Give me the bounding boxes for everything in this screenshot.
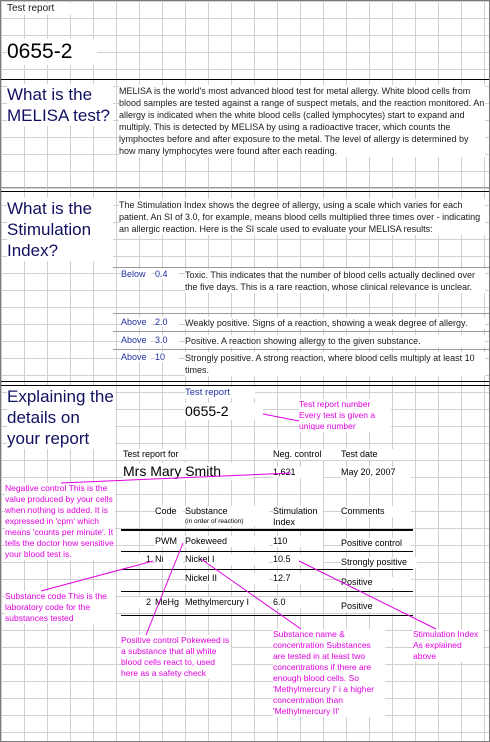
- divider: [1, 191, 489, 192]
- row-number: 2: [139, 597, 151, 608]
- annotation-stimulation-index: Stimulation Index As explained above: [413, 629, 483, 662]
- scale-description: Positive. A reaction showing allergy to the given substance.: [185, 335, 485, 347]
- si-body: The Stimulation Index shows the degree of allergy, using a scale which varies for each patient. An SI of 3.0, for example, means blood cells multiplied three times over - indicating an allergic reaction. Here is the SI scale used to evaluate your MELISA results:: [119, 199, 485, 235]
- divider: [1, 187, 489, 188]
- row-rule: [121, 551, 413, 552]
- scale-direction: Above: [121, 352, 151, 362]
- melisa-heading: What is the MELISA test?: [7, 84, 113, 126]
- neg-control-label: Neg. control: [273, 449, 337, 460]
- row-code: PWM: [155, 536, 183, 547]
- patient-name: Mrs Mary Smith: [123, 463, 253, 480]
- annotation-substance-code: Substance code This is the laboratory code for the substances tested: [5, 591, 115, 624]
- test-date-label: Test date: [341, 449, 401, 460]
- divider: [113, 331, 489, 332]
- row-substance: Nickel I: [185, 554, 269, 565]
- melisa-body: MELISA is the world's most advanced blood test for metal allergy. White blood cells from blood samples are tested against a range of suspect metals, and the reaction monitored. An allergy is indicated when the white blood cells (called lymphocytes) start to expand and multiply. This is detected by MELISA by using a radioactive tracer, which counts the lymphoctes before and after exposure to the metal. The level of allergy is determined by how many lymphocytes were found after each reading.: [119, 86, 485, 156]
- table-header-rule: [121, 529, 413, 531]
- col-code: Code: [155, 506, 183, 517]
- row-rule: [121, 591, 413, 592]
- row-si: 10.5: [273, 554, 323, 565]
- explain-test-report-number: 0655-2: [185, 403, 263, 420]
- row-si: 6.0: [273, 597, 323, 608]
- row-rule: [121, 569, 413, 570]
- scale-value: 3.0: [155, 335, 179, 345]
- test-report-label: Test report: [7, 3, 87, 15]
- divider: [113, 267, 489, 268]
- col-stimulation-index: Stimulation Index: [273, 506, 323, 528]
- test-report-for-label: Test report for: [123, 449, 203, 460]
- scale-description: Toxic. This indicates that the number of blood cells actually declined over the five days. This is a rare reaction, whose clinical relevance is unclear.: [185, 269, 485, 293]
- leader-stimulation-index: [299, 561, 436, 629]
- annotation-substance-name: Substance name & concentration Substances are tested in at least two concentrations if there are enough blood cells. So 'Methylmercury I' i a higher concentration than 'Methylmercury II': [273, 629, 385, 717]
- neg-control-value: 1,621: [273, 467, 323, 478]
- row-comment: Positive control: [341, 538, 411, 549]
- row-substance: Pokeweed: [185, 536, 269, 547]
- test-report-number: 0655-2: [7, 39, 97, 65]
- scale-value: 10: [155, 352, 179, 362]
- row-comment: Positive: [341, 601, 411, 612]
- row-rule: [121, 615, 413, 616]
- scale-direction: Above: [121, 317, 151, 327]
- row-number: 1: [139, 554, 151, 565]
- col-substance-note: (in order of reaction): [185, 517, 271, 526]
- divider: [1, 79, 489, 80]
- scale-description: Weakly positive. Signs of a reaction, showing a weak degree of allergy.: [185, 317, 485, 329]
- explain-test-report-label: Test report: [185, 387, 255, 398]
- row-comment: Strongly positive: [341, 557, 417, 568]
- annotation-negative-control: Negative control This is the value produced by your cells when nothing is added. It is expressed in 'cpm' which means 'counts per minute'. It tells the doctor how sensitive your blood test is.: [5, 483, 114, 559]
- row-si: 12.7: [273, 573, 323, 584]
- annotation-positive-control: Positive control Pokeweed is a substance that all white blood cells react to, used here as a safety check: [121, 635, 230, 678]
- row-si: 110: [273, 536, 323, 547]
- scale-direction: Below: [121, 269, 151, 279]
- col-substance: Substance: [185, 506, 269, 517]
- scale-description: Strongly positive. A strong reaction, where blood cells multiply at least 10 times.: [185, 352, 485, 376]
- col-comments: Comments: [341, 506, 411, 517]
- scale-value: 0.4: [155, 269, 179, 279]
- explain-heading: Explaining the details on your report: [7, 387, 114, 448]
- row-code: MeHg: [155, 597, 183, 608]
- si-heading: What is the Stimulation Index?: [7, 198, 113, 261]
- divider: [1, 381, 489, 382]
- leader-substance-code: [41, 561, 153, 591]
- row-code: Ni: [155, 554, 183, 565]
- row-comment: Positive: [341, 577, 411, 588]
- row-substance: Methylmercury I: [185, 597, 269, 608]
- divider: [113, 313, 489, 314]
- row-substance: Nickel II: [185, 573, 269, 584]
- divider: [113, 349, 489, 350]
- scale-direction: Above: [121, 335, 151, 345]
- scale-value: 2.0: [155, 317, 179, 327]
- test-date-value: May 20, 2007: [341, 467, 411, 478]
- annotation-report-number: Test report number Every test is given a unique number: [299, 399, 391, 432]
- leader-report-number: [263, 414, 299, 421]
